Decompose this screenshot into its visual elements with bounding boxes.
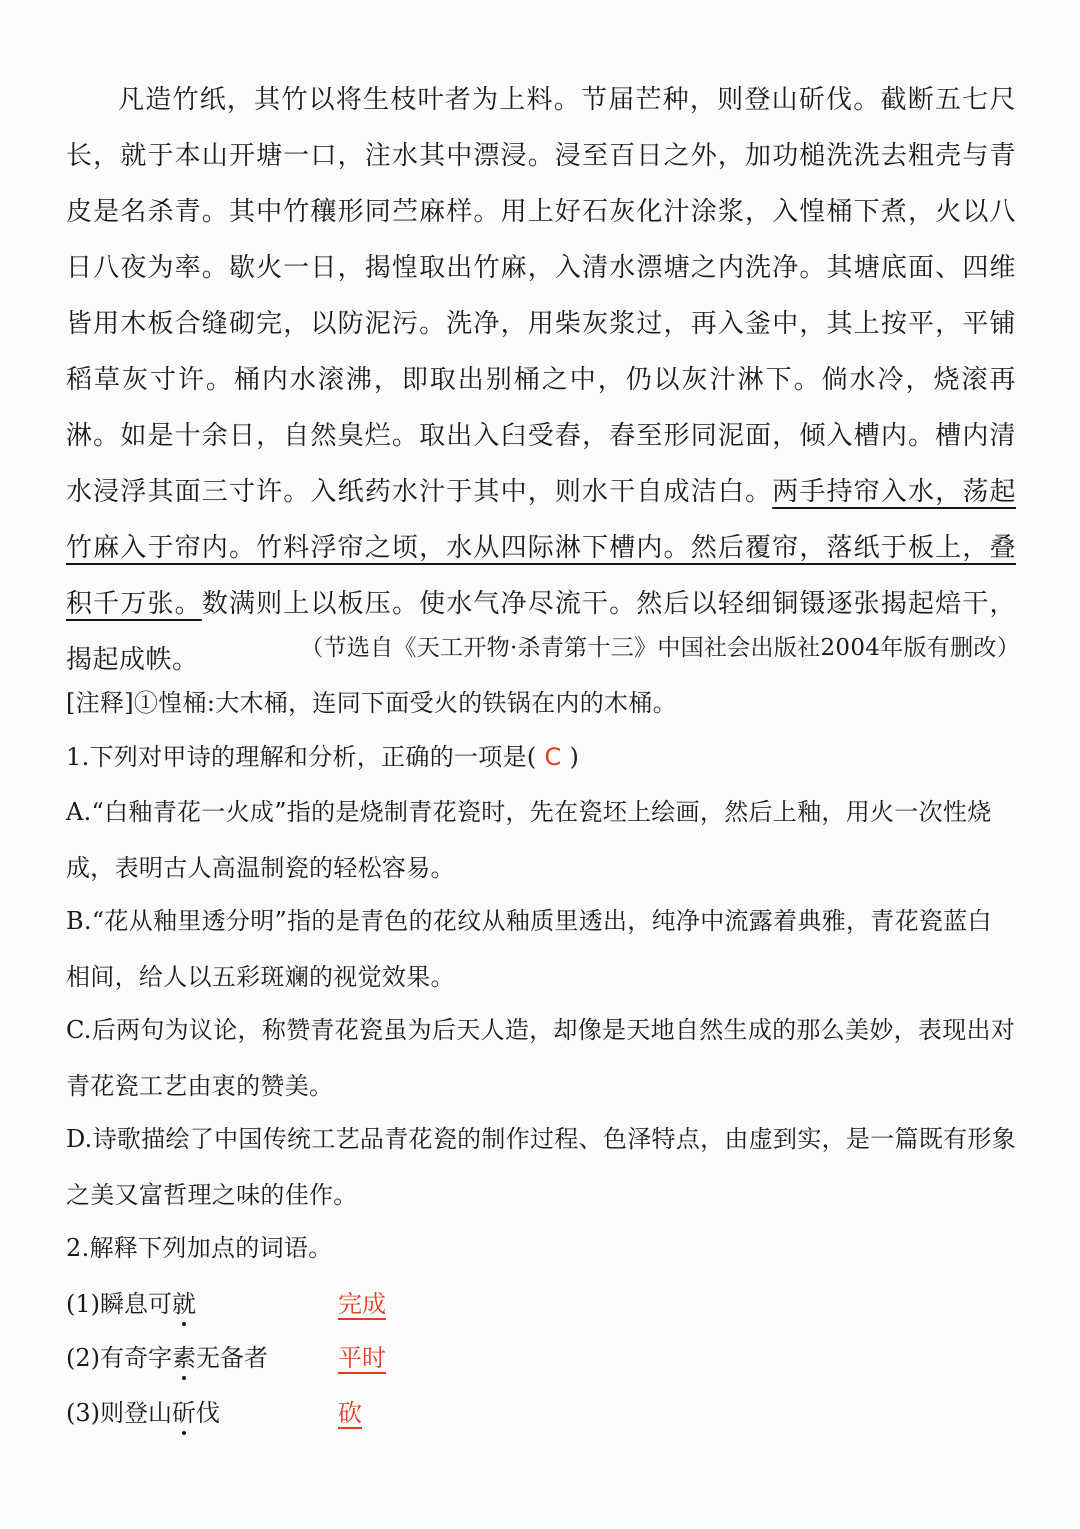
vocab-item-2: (2)有奇字素无备者	[66, 1330, 268, 1386]
vocab-item-1: (1)瞬息可就	[66, 1276, 196, 1332]
vocab-item-3: (3)则登山斫伐	[66, 1385, 220, 1441]
passage-part1: 凡造竹纸，其竹以将生枝叶者为上料。节届芒种，则登山斫伐。截断五七尺长，就于本山开塘一口，注水其中漂浸。浸至百日之外，加功槌洗洗去粗壳与青皮是名杀青。其中竹穰形同苎麻样。用上好石灰化汁涂浆，入惶桶下煮，火以八日八夜为率。歇火一日，揭惶取出竹麻，入清水漂塘之内洗净。其塘底面、四维皆用木板合缝砌完，以防泥污。洗净，用柴灰浆过，再入釜中，其上按平，平铺稻草灰寸许。桶内水滚沸，即取出别桶之中，仍以灰汁淋下。倘水冷，烧滚再淋。如是十余日，自然臭烂。取出入臼受舂，舂至形同泥面，倾入槽内。槽内清水浸浮其面三寸许。入纸药水汁于其中，则水干自成洁白。	[66, 85, 1016, 507]
question-1-stem	[66, 729, 1016, 785]
passage-part2: 数满则上以板压。使水气净尽流干。然后以轻细铜镊逐张揭起焙干，揭起成帙。	[66, 589, 1016, 675]
vocab-answer-2: 平时	[338, 1344, 386, 1372]
question-1-option-a: A.“白釉青花一火成”指的是烧制青花瓷时，先在瓷坯上绘画，然后上釉，用火一次性烧成，表明古人高温制瓷的轻松容易。	[66, 798, 992, 882]
question-1-option-b: B.“花从釉里透分明”指的是青色的花纹从釉质里透出，纯净中流露着典雅，青花瓷蓝白相间，给人以五彩斑斓的视觉效果。	[66, 907, 992, 991]
dotted-char-2: 素	[172, 1330, 196, 1386]
vocab-answer-3: 砍	[338, 1399, 362, 1427]
question-1-option-c: C.后两句为议论，称赞青花瓷虽为后天人造，却像是天地自然生成的那么美妙，表现出对青花瓷工艺由衷的赞美。	[66, 1016, 1016, 1100]
annotation-note: [注释]①惶桶:大木桶，连同下面受火的铁锅在内的木桶。	[66, 689, 677, 717]
question-2-stem: 2.解释下列加点的词语。	[66, 1234, 333, 1262]
question-1-option-d: D.诗歌描绘了中国传统工艺品青花瓷的制作过程、色泽特点，由虚到实，是一篇既有形象之美又富哲理之味的佳作。	[66, 1125, 1017, 1209]
question-1-stem-text: 1.下列对甲诗的理解和分析，正确的一项是(	[66, 743, 537, 771]
passage-underlined: 两手持帘入水，荡起竹麻入于帘内。竹料浮帘之顷，水从四际淋下槽内。然后覆帘，落纸于板上，叠积千万张。	[66, 477, 1016, 619]
vocab-answer-1: 完成	[338, 1290, 386, 1318]
dotted-char-1: 就	[172, 1276, 196, 1332]
dotted-char-3: 斫	[172, 1385, 196, 1441]
question-1-stem-close: )	[569, 743, 580, 771]
passage-source: （节选自《天工开物·杀青第十三》中国社会出版社2004年版有删改）	[300, 635, 1020, 661]
passage-text	[66, 72, 1016, 688]
question-1-answer: C	[544, 743, 562, 771]
